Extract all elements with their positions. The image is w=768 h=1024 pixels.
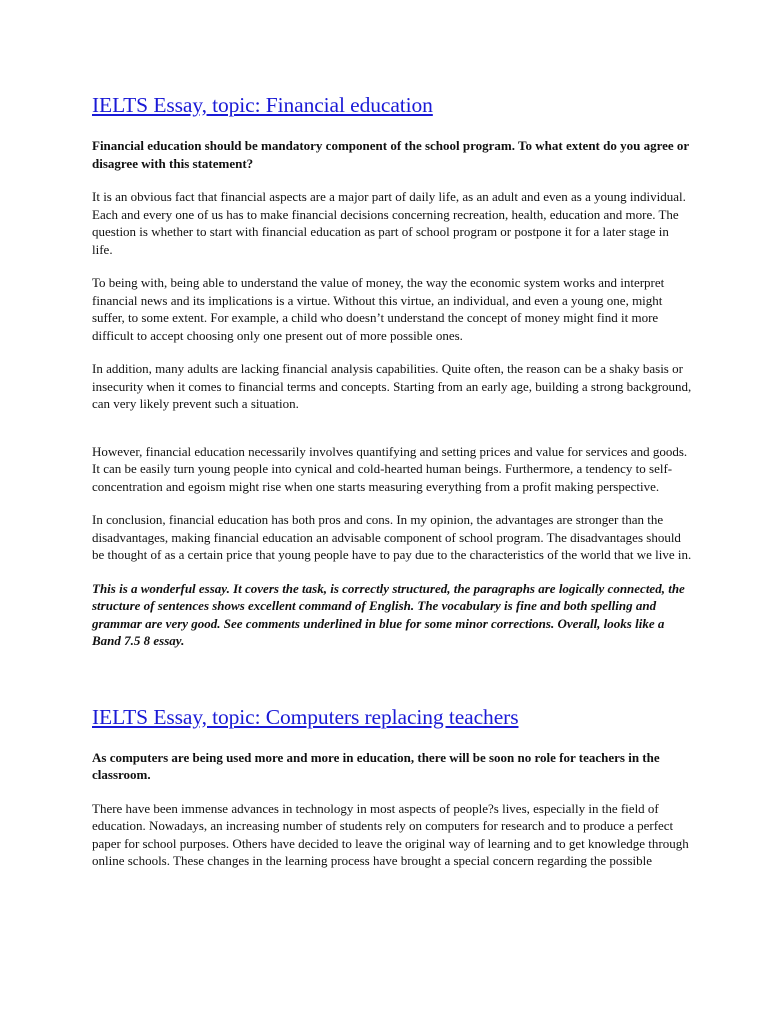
essay-prompt: As computers are being used more and more in education, there will be soon no role for teachers in the classroom. [92, 749, 660, 782]
essay-paragraph: However, financial education necessarily involves quantifying and setting prices and value for services and goods. It can be easily turn young people into cynical and cold-hearted human beings. Furthermore, a tendency to self-concentration and egoism might rise when one starts measuring everything from a profit making perspective. [92, 443, 688, 494]
document-page [92, 88, 692, 870]
essay-paragraph: There have been immense advances in technology in most aspects of people?s lives, especially in the field of education. Nowadays, an increasing number of students rely on computers for research and to produce a perfect paper for school purposes. Others have decided to leave the original way of learning and to get knowledge through online schools. These changes in the learning process have brought a special concern regarding the possible [92, 800, 689, 868]
essay-prompt: Financial education should be mandatory component of the school program. To what extent do you agree or disagree with this statement? [92, 138, 689, 171]
essay-paragraph: To being with, being able to understand the value of money, the way the economic system works and interpret financial news and its implications is a virtue. Without this virtue, an individual, and even a young one, might suffer, to some extent. For example, a child who doesn’t understand the concept of money might find it more difficult to accept choosing only one present out of more possible ones. [92, 275, 665, 343]
essay-review: This is a wonderful essay. It covers the task, is correctly structured, the paragraphs are logically connected, the structure of sentences shows excellent command of English. The vocabulary is fine and both spelling and grammar are very good. See comments underlined in blue for some minor corrections. Overall, looks like a Band 7.5 8 essay. [92, 580, 685, 648]
essay-paragraph: In addition, many adults are lacking financial analysis capabilities. Quite often, the reason can be a shaky basis or insecurity when it comes to financial terms and concepts. Starting from an early age, building a strong background, can very likely prevent such a situation. [92, 361, 692, 411]
essay-title-financial-education[interactable]: IELTS Essay, topic: Financial education [92, 93, 433, 117]
essay-title-computers-replacing-teachers[interactable]: IELTS Essay, topic: Computers replacing teachers [92, 704, 519, 729]
essay-paragraph: In conclusion, financial education has both pros and cons. In my opinion, the advantages are stronger than the disadvantages, making financial education an advisable component of school program. The disadvantages should be thought of as a certain price that young people have to pay due to the characteristics of the world that we live in. [92, 512, 692, 562]
essay-paragraph: It is an obvious fact that financial aspects are a major part of daily life, as an adult and even as a young individual. Each and every one of us has to make financial decisions concerning recreation, health, education and more. The question is whether to start with financial education as part of school program or postpone it for a later stage in life. [92, 189, 686, 257]
